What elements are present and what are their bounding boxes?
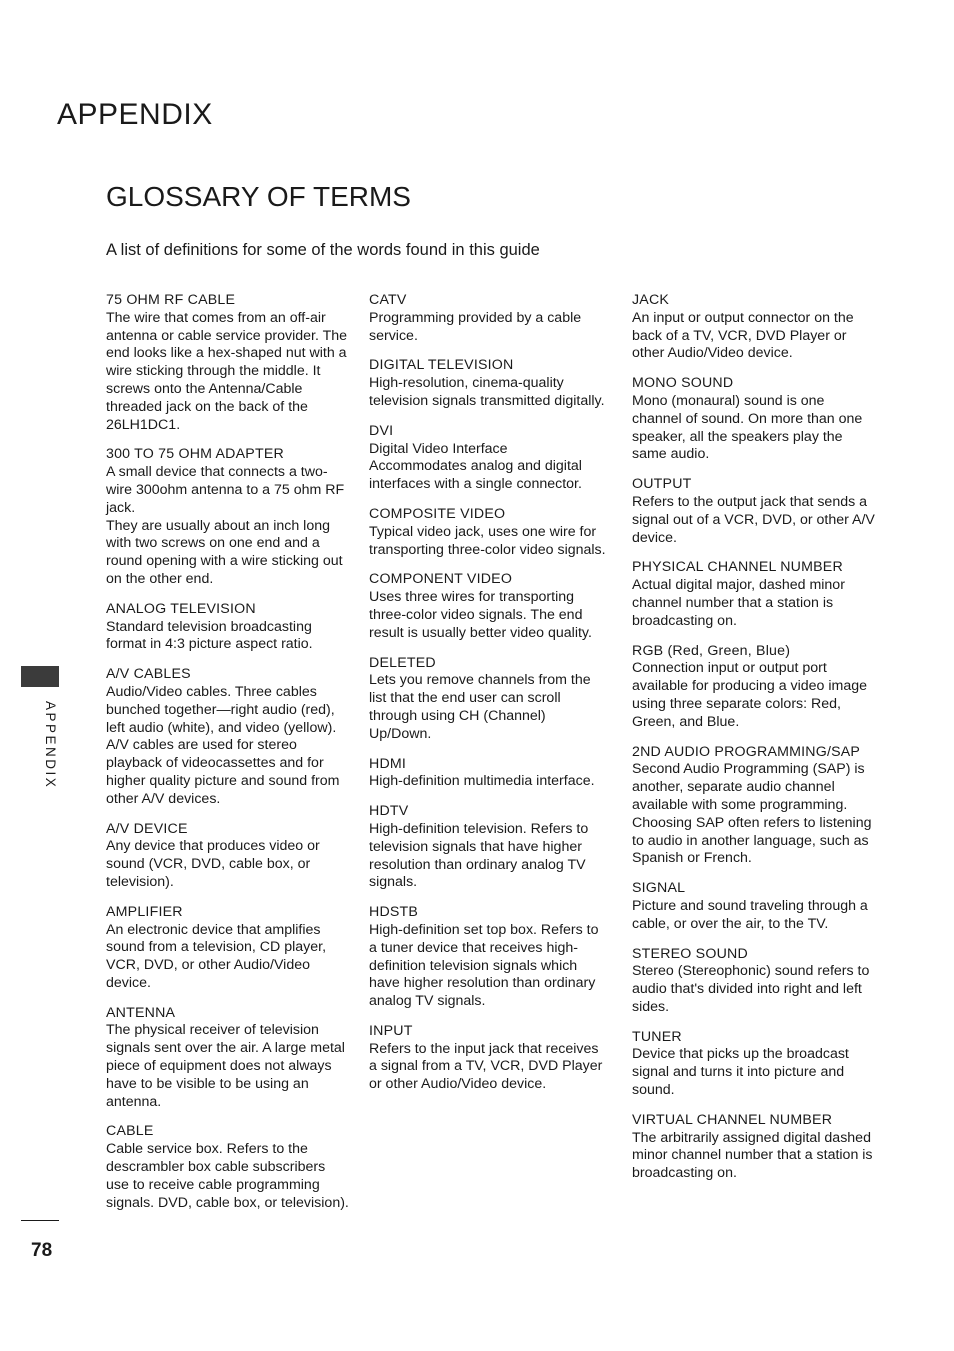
glossary-term: ANTENNA <box>106 1004 176 1021</box>
glossary-definition: Refers to the output jack that sends a signal out of a VCR, DVD, or other A/V device. <box>632 493 875 546</box>
glossary-term: OUTPUT <box>632 476 692 493</box>
glossary-column-2 <box>369 292 609 1106</box>
glossary-definition: Device that picks up the broadcast signal and turns it into picture and sound. <box>632 1046 849 1099</box>
glossary-definition: Lets you remove channels from the list that the end user can scroll through using CH (Channel) Up/Down. <box>369 672 591 742</box>
glossary-entry <box>632 880 878 933</box>
glossary-definition: Second Audio Programming (SAP) is another, separate audio channel available with some programming. Choosing SAP often refers to listening to audio in another language, such as Spanish or French. <box>632 761 872 867</box>
glossary-entry <box>369 571 609 642</box>
glossary-definition: An input or output connector on the back of a TV, VCR, DVD Player or other Audio/Video device. <box>632 309 854 362</box>
page-title: GLOSSARY OF TERMS <box>106 181 411 212</box>
glossary-definition: Connection input or output port available for producing a video image using three separate colors: Red, Green, and Blue. <box>632 660 868 730</box>
glossary-entry <box>106 601 350 654</box>
glossary-term: CABLE <box>106 1123 154 1140</box>
glossary-entry <box>632 946 878 1017</box>
glossary-entry <box>369 506 609 559</box>
glossary-term: AMPLIFIER <box>106 903 183 920</box>
glossary-definition: A small device that connects a two-wire 300ohm antenna to a 75 ohm RF jack. They are usually about an inch long with two screws on one end and a round opening with a wire sticking out on the other end. <box>106 464 345 587</box>
glossary-definition: Digital Video Interface Accommodates analog and digital interfaces with a single connector. <box>369 440 582 493</box>
glossary-entry <box>632 1112 878 1183</box>
glossary-definition: Audio/Video cables. Three cables bunched together—right audio (red), left audio (white), and video (yellow). A/V cables are used for stereo playback of videocassettes and for higher quality picture and sound from other A/V devices. <box>106 683 340 807</box>
glossary-term: 2ND AUDIO PROGRAMMING/SAP <box>632 743 861 760</box>
footer-divider <box>21 1220 59 1221</box>
glossary-entry <box>369 1023 609 1094</box>
glossary-entry <box>369 357 609 410</box>
glossary-entry <box>369 423 609 494</box>
glossary-definition: Mono (monaural) sound is one channel of sound. On more than one speaker, all the speakers play the same audio. <box>632 392 863 463</box>
glossary-definition: The arbitrarily assigned digital dashed minor channel number that a station is broadcasting on. <box>632 1129 873 1182</box>
glossary-term: PHYSICAL CHANNEL NUMBER <box>632 559 843 576</box>
glossary-term: STEREO SOUND <box>632 945 748 962</box>
glossary-term: DELETED <box>369 654 436 671</box>
glossary-term: SIGNAL <box>632 880 686 897</box>
glossary-term: HDSTB <box>369 904 419 921</box>
glossary-term: HDMI <box>369 755 407 772</box>
section-title: APPENDIX <box>57 98 213 131</box>
glossary-term: 75 OHM RF CABLE <box>106 292 236 308</box>
glossary-entry <box>632 476 878 547</box>
glossary-entry <box>106 904 350 993</box>
glossary-definition: The wire that comes from an off-air antenna or cable service provider. The end looks like a hex-shaped nut with a wire sticking through the middle. It screws onto the Antenna/Cable threaded jack on the back of the 26LH1DC1. <box>106 309 348 433</box>
glossary-term: VIRTUAL CHANNEL NUMBER <box>632 1111 833 1128</box>
glossary-entry <box>369 756 609 792</box>
glossary-term: COMPOSITE VIDEO <box>369 505 506 522</box>
glossary-entry <box>106 1005 350 1112</box>
glossary-term: A/V DEVICE <box>106 820 188 837</box>
glossary-entry <box>632 375 878 464</box>
glossary-term: JACK <box>632 292 670 308</box>
glossary-term: MONO SOUND <box>632 375 734 392</box>
glossary-definition: The physical receiver of television signals sent over the air. A large metal piece of equipment does not always have to be visible to be using an antenna. <box>106 1022 345 1110</box>
glossary-definition: Cable service box. Refers to the descrambler box cable subscribers use to receive cable programming signals. DVD, cable box, or television). <box>106 1141 349 1211</box>
glossary-term: A/V CABLES <box>106 666 191 683</box>
glossary-term: INPUT <box>369 1022 413 1039</box>
glossary-term: CATV <box>369 292 407 308</box>
glossary-column-3 <box>632 292 878 1195</box>
glossary-entry <box>369 803 609 892</box>
glossary-term: RGB (Red, Green, Blue) <box>632 642 791 659</box>
glossary-definition: Uses three wires for transporting three-color video signals. The end result is usually better video quality. <box>369 589 592 641</box>
glossary-definition: Actual digital major, dashed minor channel number that a station is broadcasting on. <box>632 577 845 629</box>
glossary-definition: An electronic device that amplifies sound from a television, CD player, VCR, DVD, or other Audio/Video device. <box>106 921 327 991</box>
glossary-definition: High-definition multimedia interface. <box>369 773 595 790</box>
glossary-definition: High-definition television. Refers to television signals that have higher resolution than ordinary analog TV signals. <box>369 820 589 891</box>
glossary-term: DIGITAL TELEVISION <box>369 357 514 374</box>
glossary-term: TUNER <box>632 1028 682 1045</box>
glossary-entry <box>369 292 609 345</box>
glossary-term: COMPONENT VIDEO <box>369 571 513 588</box>
glossary-term: HDTV <box>369 803 409 820</box>
glossary-entry <box>632 744 878 869</box>
glossary-definition: High-definition set top box. Refers to a tuner device that receives high-definition television signals which have higher resolution than ordinary analog TV signals. <box>369 921 599 1010</box>
glossary-definition: Refers to the input jack that receives a signal from a TV, VCR, DVD Player or other Audio/Video device. <box>369 1040 603 1093</box>
glossary-entry <box>632 1029 878 1100</box>
glossary-entry <box>106 821 350 892</box>
glossary-definition: Programming provided by a cable service. <box>369 309 582 344</box>
page-number: 78 <box>31 1240 53 1261</box>
glossary-entry <box>106 666 350 808</box>
glossary-definition: Standard television broadcasting format in 4:3 picture aspect ratio. <box>106 618 313 653</box>
glossary-definition: High-resolution, cinema-quality television signals transmitted digitally. <box>369 375 605 409</box>
intro-text: A list of definitions for some of the words found in this guide <box>106 241 540 259</box>
glossary-entry <box>106 292 350 434</box>
glossary-definition: Stereo (Stereophonic) sound refers to audio that's divided into right and left sides. <box>632 963 870 1015</box>
glossary-entry <box>106 1123 350 1212</box>
glossary-entry <box>106 446 350 588</box>
glossary-term: 300 TO 75 OHM ADAPTER <box>106 446 284 463</box>
glossary-entry <box>369 904 609 1011</box>
glossary-entry <box>369 655 609 744</box>
glossary-entry <box>632 643 878 732</box>
glossary-definition: Typical video jack, uses one wire for transporting three-color video signals. <box>369 523 606 558</box>
glossary-entry <box>632 292 878 363</box>
glossary-definition: Any device that produces video or sound (VCR, DVD, cable box, or television). <box>106 838 320 890</box>
glossary-term: ANALOG TELEVISION <box>106 600 256 617</box>
side-section-label: APPENDIX <box>43 701 58 790</box>
glossary-definition: Picture and sound traveling through a cable, or over the air, to the TV. <box>632 897 868 932</box>
glossary-entry <box>632 559 878 630</box>
glossary-column-1 <box>106 292 350 1224</box>
side-tab-marker <box>21 666 59 687</box>
glossary-term: DVI <box>369 422 394 439</box>
